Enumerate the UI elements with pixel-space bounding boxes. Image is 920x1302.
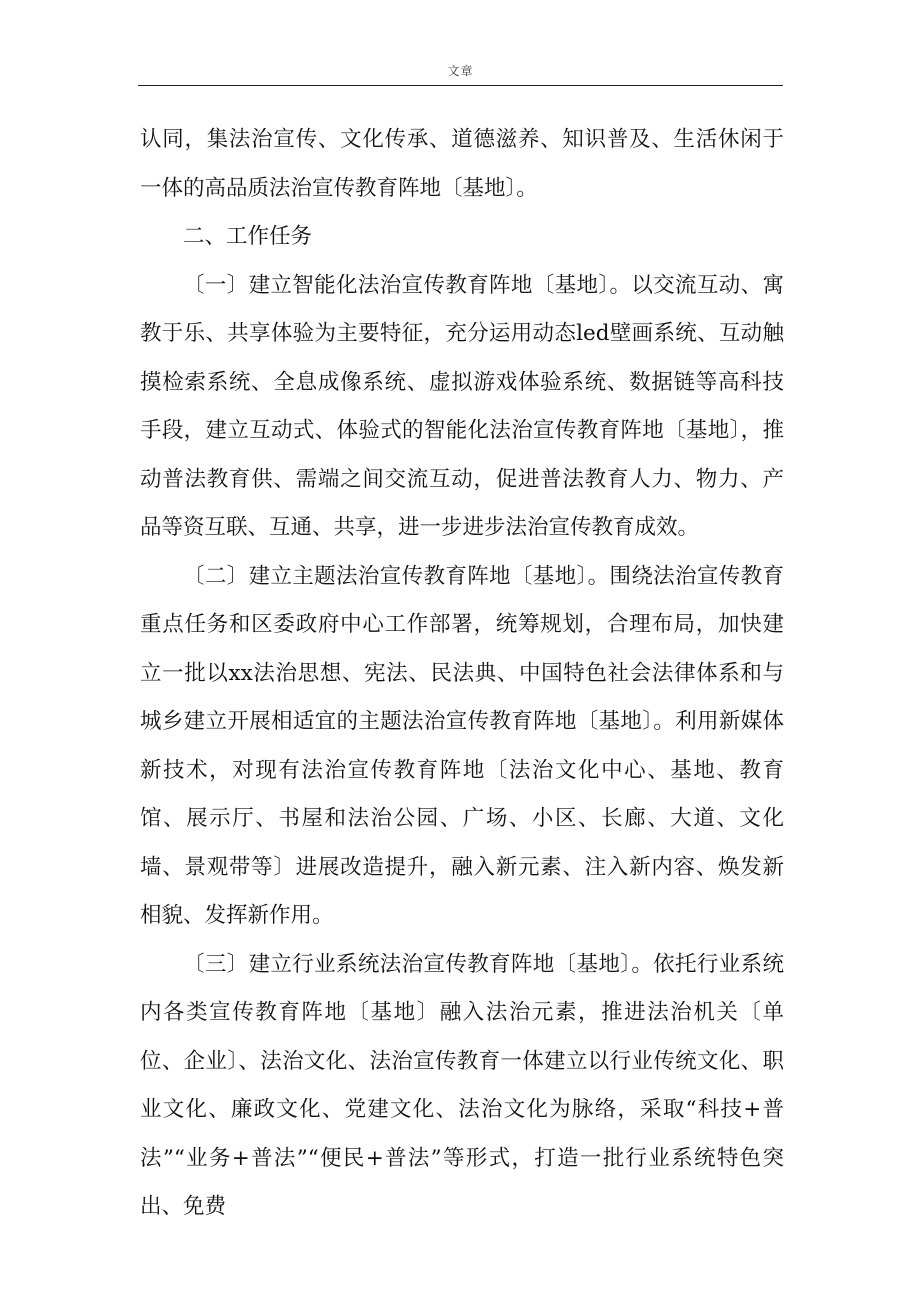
section-heading-work-tasks: 二、工作任务 bbox=[183, 224, 313, 249]
header-rule bbox=[138, 85, 783, 86]
body-text bbox=[140, 116, 784, 1232]
paragraph-task-2: 〔二〕建立主题法治宣传教育阵地〔基地〕。围绕法治宣传教育重点任务和区委政府中心工作部署，统筹规划，合理布局，加快建立一批以xx法治思想、宪法、民法典、中国特色社会法律体系和与城乡建立开展相适宜的主题法治宣传教育阵地〔基地〕。利用新媒体新技术，对现有法治宣传教育阵地〔法治文化中心、基地、教育馆、展示厅、书屋和法治公园、广场、小区、长廊、大道、文化墙、景观带等〕进展改造提升，融入新元素、注入新内容、焕发新相貌、发挥新作用。 bbox=[140, 563, 784, 928]
running-header: 文章 bbox=[447, 64, 474, 78]
paragraph-task-1: 〔一〕建立智能化法治宣传教育阵地〔基地〕。以交流互动、寓教于乐、共享体验为主要特征，充分运用动态led壁画系统、互动触摸检索系统、全息成像系统、虚拟游戏体验系统、数据链等高科技手段，建立互动式、体验式的智能化法治宣传教育阵地〔基地〕，推动普法教育供、需端之间交流互动，促进普法教育人力、物力、产品等资互联、互通、共享，进一步进步法治宣传教育成效。 bbox=[140, 272, 784, 540]
paragraph-task-3: 〔三〕建立行业系统法治宣传教育阵地〔基地〕。依托行业系统内各类宣传教育阵地〔基地〕融入法治元素，推进法治机关〔单位、企业〕、法治文化、法治宣传教育一体建立以行业传统文化、职业文化、廉政文化、党建文化、法治文化为脉络，采取“科技+普法”“业务+普法”“便民+普法”等形式，打造一批行业系统特色突出、免费 bbox=[140, 951, 784, 1219]
paragraph-intro-continuation: 认同，集法治宣传、文化传承、道德滋养、知识普及、生活休闲于一体的高品质法治宣传教育阵地〔基地〕。 bbox=[140, 127, 784, 201]
